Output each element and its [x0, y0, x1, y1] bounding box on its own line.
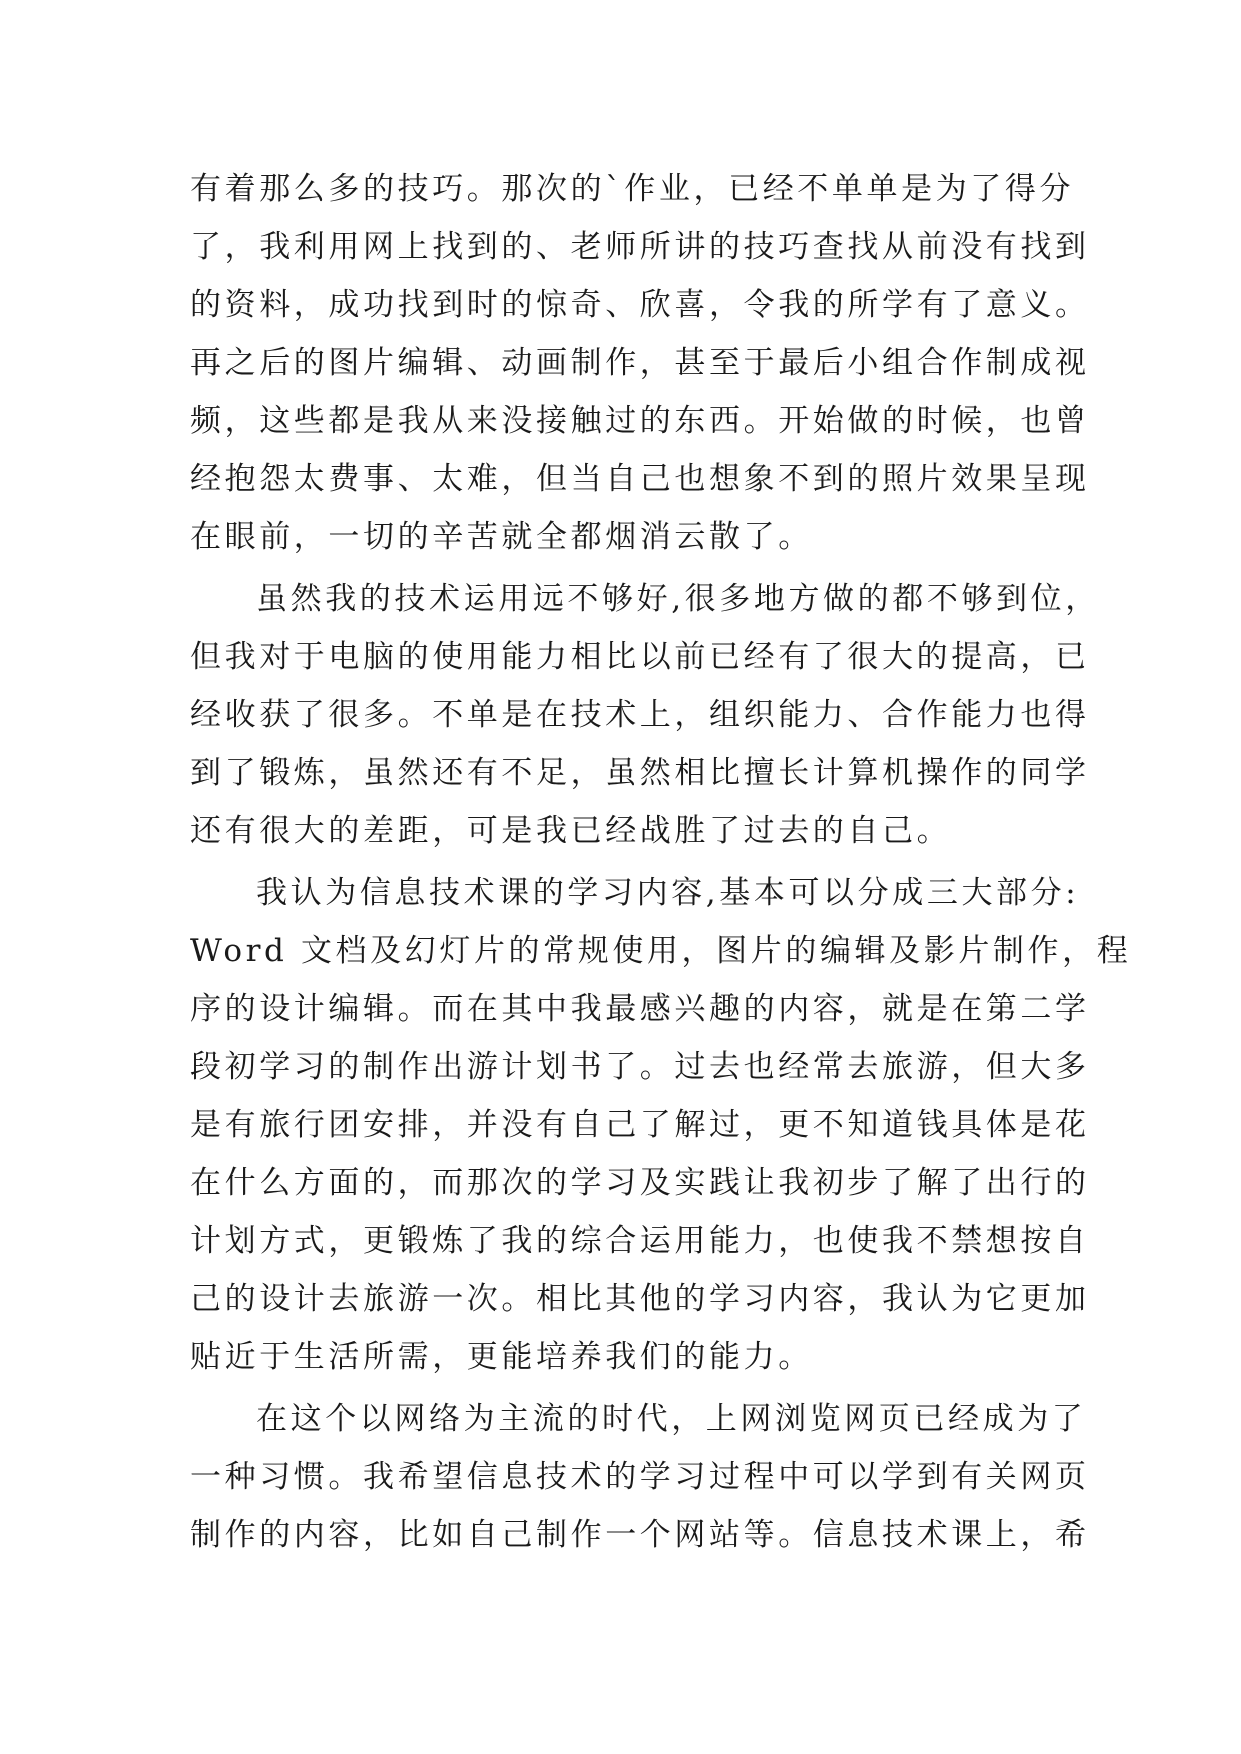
text-line: 制作的内容，比如自己制作一个网站等。信息技术课上，希: [190, 1517, 1090, 1553]
text-line: 段初学习的制作出游计划书了。过去也经常去旅游，但大多: [190, 1049, 1090, 1085]
text-line: Word 文档及幻灯片的常规使用，图片的编辑及影片制作，程: [190, 933, 1132, 969]
text-line: 了，我利用网上找到的、老师所讲的技巧查找从前没有找到: [190, 229, 1090, 265]
text-line: 到了锻炼，虽然还有不足，虽然相比擅长计算机操作的同学: [190, 755, 1090, 791]
text-line: 己的设计去旅游一次。相比其他的学习内容，我认为它更加: [190, 1281, 1090, 1317]
text-line: 一种习惯。我希望信息技术的学习过程中可以学到有关网页: [190, 1459, 1090, 1495]
text-line: 计划方式，更锻炼了我的综合运用能力，也使我不禁想按自: [190, 1223, 1090, 1259]
text-line: 频，这些都是我从来没接触过的东西。开始做的时候，也曾: [190, 403, 1090, 439]
text-line: 我认为信息技术课的学习内容,基本可以分成三大部分:: [256, 875, 1080, 911]
paragraph: [190, 570, 1100, 860]
text-line: 但我对于电脑的使用能力相比以前已经有了很大的提高，已: [190, 639, 1090, 675]
text-line: 再之后的图片编辑、动画制作，甚至于最后小组合作制成视: [190, 345, 1090, 381]
text-line: 在这个以网络为主流的时代，上网浏览网页已经成为了: [256, 1401, 1087, 1437]
text-line: 虽然我的技术运用远不够好,很多地方做的都不够到位，: [256, 581, 1100, 617]
document-body: [190, 160, 1132, 1564]
text-line: 在什么方面的，而那次的学习及实践让我初步了解了出行的: [190, 1165, 1090, 1201]
text-line: 在眼前，一切的辛苦就全都烟消云散了。: [190, 519, 813, 555]
text-line: 经收获了很多。不单是在技术上，组织能力、合作能力也得: [190, 697, 1090, 733]
text-line: 还有很大的差距，可是我已经战胜了过去的自己。: [190, 813, 952, 849]
text-line: 有着那么多的技巧。那次的`作业，已经不单单是为了得分: [190, 171, 1075, 207]
text-line: 贴近于生活所需，更能培养我们的能力。: [190, 1339, 813, 1375]
paragraph: [190, 864, 1132, 1386]
text-line: 是有旅行团安排，并没有自己了解过，更不知道钱具体是花: [190, 1107, 1090, 1143]
paragraph: [190, 160, 1090, 566]
paragraph: [190, 1390, 1090, 1564]
text-line: 的资料，成功找到时的惊奇、欣喜，令我的所学有了意义。: [190, 287, 1090, 323]
text-line: 序的设计编辑。而在其中我最感兴趣的内容，就是在第二学: [190, 991, 1090, 1027]
text-line: 经抱怨太费事、太难，但当自己也想象不到的照片效果呈现: [190, 461, 1090, 497]
